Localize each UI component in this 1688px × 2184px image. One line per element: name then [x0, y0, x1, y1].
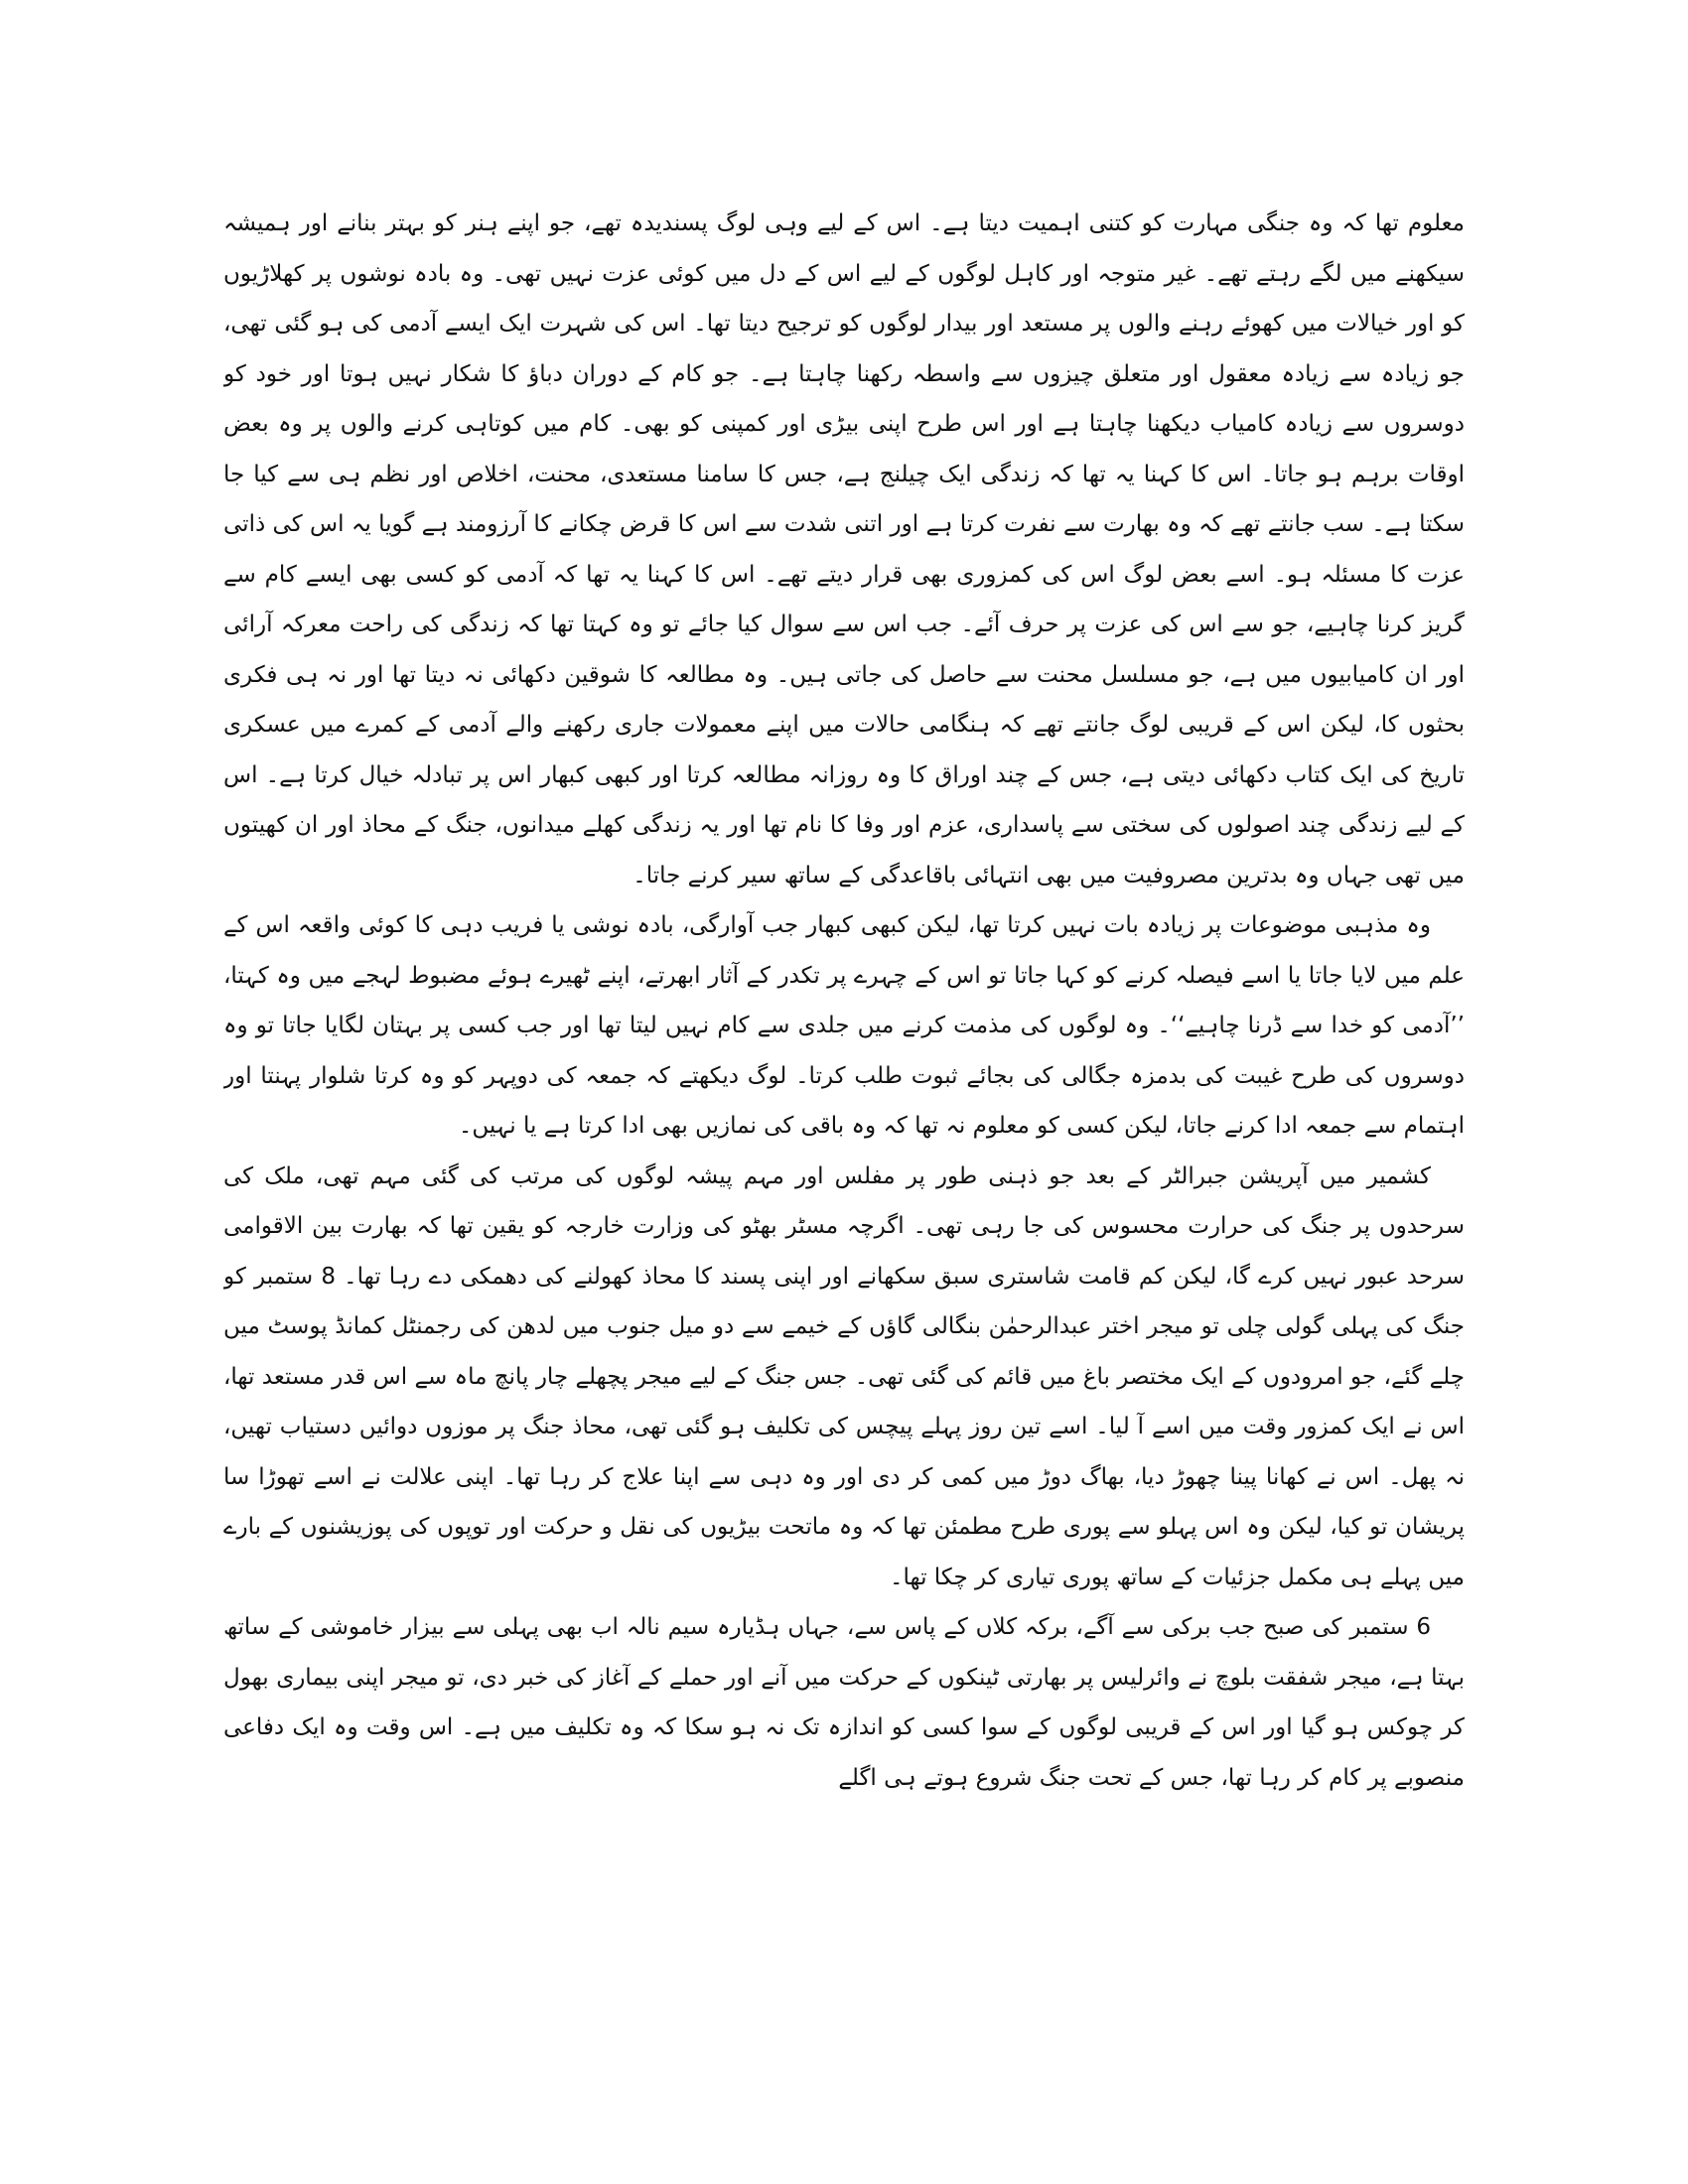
paragraph-1: معلوم تھا کہ وہ جنگی مہارت کو کتنی اہمیت دیتا ہے۔ اس کے لیے وہی لوگ پسندیدہ تھے، جو اپنے ہنر کو بہتر بنانے اور ہمیشہ سیکھنے میں لگے رہتے تھے۔ غیر متوجہ اور کاہل لوگوں کے لیے اس کے دل میں کوئی عزت نہیں تھی۔ وہ بادہ نوشوں پر کھلاڑیوں کو اور خیالات میں کھوئے رہنے والوں پر مستعد اور بیدار لوگوں کو ترجیح دیتا تھا۔ اس کی شہرت ایک ایسے آدمی کی ہو گئی تھی، جو زیادہ سے زیادہ معقول اور متعلق چیزوں سے واسطہ رکھنا چاہتا ہے۔ جو کام کے دوران دباؤ کا شکار نہیں ہوتا اور خود کو دوسروں سے زیادہ کامیاب دیکھنا چاہتا ہے اور اس طرح اپنی بیڑی اور کمپنی کو بھی۔ کام میں کوتاہی کرنے والوں پر وہ بعض اوقات برہم ہو جاتا۔ اس کا کہنا یہ تھا کہ زندگی ایک چیلنج ہے، جس کا سامنا مستعدی، محنت، اخلاص اور نظم ہی سے کیا جا سکتا ہے۔ سب جانتے تھے کہ وہ بھارت سے نفرت کرتا ہے اور اتنی شدت سے اس کا قرض چکانے کا آرزومند ہے گویا یہ اس کی ذاتی عزت کا مسئلہ ہو۔ اسے بعض لوگ اس کی کمزوری بھی قرار دیتے تھے۔ اس کا کہنا یہ تھا کہ آدمی کو کسی بھی ایسے کام سے گریز کرنا چاہیے، جو سے اس کی عزت پر حرف آئے۔ جب اس سے سوال کیا جائے تو وہ کہتا تھا کہ زندگی کی راحت معرکہ آرائی اور ان کامیابیوں میں ہے، جو مسلسل محنت سے حاصل کی جاتی ہیں۔ وہ مطالعہ کا شوقین دکھائی نہ دیتا تھا اور نہ ہی فکری بحثوں کا، لیکن اس کے قریبی لوگ جانتے تھے کہ ہنگامی حالات میں اپنے معمولات جاری رکھنے والے آدمی کے کمرے میں عسکری تاریخ کی ایک کتاب دکھائی دیتی ہے، جس کے چند اوراق کا وہ روزانہ مطالعہ کرتا اور کبھی کبھار اس پر تبادلہ خیال کرتا ہے۔ اس کے لیے زندگی چند اصولوں کی سختی سے پاسداری، عزم اور وفا کا نام تھا اور یہ زندگی کھلے میدانوں، جنگ کے محاذ اور ان کھیتوں میں تھی جہاں وہ بدترین مصروفیت میں بھی انتہائی باقاعدگی کے ساتھ سیر کرنے جاتا۔: [223, 210, 1465, 888]
paragraph-3: کشمیر میں آپریشن جبرالٹر کے بعد جو ذہنی طور پر مفلس اور مہم پیشہ لوگوں کی مرتب کی گئی مہم تھی، ملک کی سرحدوں پر جنگ کی حرارت محسوس کی جا رہی تھی۔ اگرچہ مسٹر بھٹو کی وزارت خارجہ کو یقین تھا کہ بھارت بین الاقوامی سرحد عبور نہیں کرے گا، لیکن کم قامت شاستری سبق سکھانے اور اپنی پسند کا محاذ کھولنے کی دھمکی دے رہا تھا۔ 8 ستمبر کو جنگ کی پہلی گولی چلی تو میجر اختر عبدالرحمٰن بنگالی گاؤں کے خیمے سے دو میل جنوب میں لدھن کی رجمنٹل کمانڈ پوسٹ میں چلے گئے، جو امرودوں کے ایک مختصر باغ میں قائم کی گئی تھی۔ جس جنگ کے لیے میجر پچھلے چار پانچ ماہ سے اس قدر مستعد تھا، اس نے ایک کمزور وقت میں اسے آ لیا۔ اسے تین روز پہلے پیچس کی تکلیف ہو گئی تھی، محاذ جنگ پر موزوں دوائیں دستیاب تھیں، نہ پھل۔ اس نے کھانا پینا چھوڑ دیا، بھاگ دوڑ میں کمی کر دی اور وہ دہی سے اپنا علاج کر رہا تھا۔ اپنی علالت نے اسے تھوڑا سا پریشان تو کیا، لیکن وہ اس پہلو سے پوری طرح مطمئن تھا کہ وہ ماتحت بیڑیوں کی نقل و حرکت اور توپوں کی پوزیشنوں کے بارے میں پہلے ہی مکمل جزئیات کے ساتھ پوری تیاری کر چکا تھا۔: [223, 1162, 1465, 1590]
document-page: [223, 199, 1465, 2065]
paragraph-4: 6 ستمبر کی صبح جب برکی سے آگے، برکہ کلاں کے پاس سے، جہاں ہڈیارہ سیم نالہ اب بھی پہلی سے بیزار خاموشی کے ساتھ بہتا ہے، میجر شفقت بلوچ نے وائرلیس پر بھارتی ٹینکوں کے حرکت میں آنے اور حملے کے آغاز کی خبر دی، تو میجر اپنی بیماری بھول کر چوکس ہو گیا اور اس کے قریبی لوگوں کے سوا کسی کو اندازہ تک نہ ہو سکا کہ وہ تکلیف میں ہے۔ اس وقت وہ ایک دفاعی منصوبے پر کام کر رہا تھا، جس کے تحت جنگ شروع ہوتے ہی اگلے: [223, 1614, 1465, 1791]
paragraph-2: وہ مذہبی موضوعات پر زیادہ بات نہیں کرتا تھا، لیکن کبھی کبھار جب آوارگی، بادہ نوشی یا فریب دہی کا کوئی واقعہ اس کے علم میں لایا جاتا یا اسے فیصلہ کرنے کو کہا جاتا تو اس کے چہرے پر تکدر کے آثار ابھرتے، اپنے ٹھیرے ہوئے مضبوط لہجے میں وہ کہتا، ’’آدمی کو خدا سے ڈرنا چاہیے‘‘۔ وہ لوگوں کی مذمت کرنے میں جلدی سے کام نہیں لیتا تھا اور جب کسی پر بہتان لگایا جاتا تو وہ دوسروں کی طرح غیبت کی بدمزہ جگالی کی بجائے ثبوت طلب کرتا۔ لوگ دیکھتے کہ جمعہ کی دوپہر کو وہ کرتا شلوار پہنتا اور اہتمام سے جمعہ ادا کرنے جاتا، لیکن کسی کو معلوم نہ تھا کہ وہ باقی کی نمازیں بھی ادا کرتا ہے یا نہیں۔: [223, 912, 1465, 1139]
